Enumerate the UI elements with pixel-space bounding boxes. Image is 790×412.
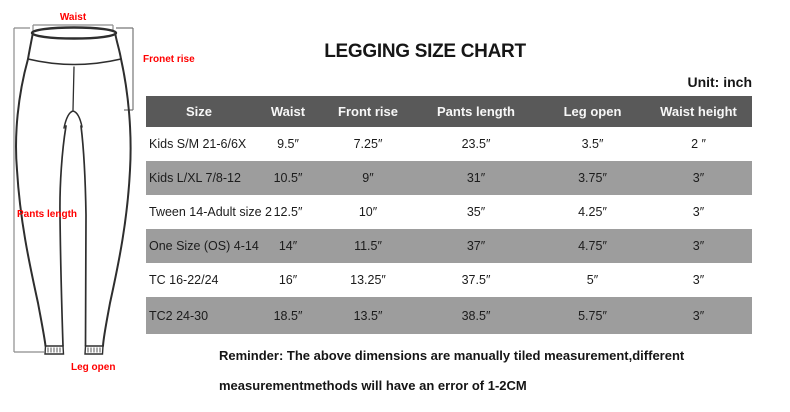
cell-front-rise: 7.25″: [353, 137, 383, 151]
cell-front-rise: 10″: [358, 205, 378, 219]
header-row: [146, 96, 752, 127]
cell-pants-length: 35″: [466, 205, 486, 219]
pants-length-label: Pants length: [17, 209, 78, 220]
cell-leg-open: 4.75″: [578, 239, 607, 253]
table-row: [146, 263, 752, 297]
cell-waist: 12.5″: [273, 205, 303, 219]
table-row: [146, 297, 752, 334]
cell-pants-length: 31″: [466, 171, 486, 185]
cell-pants-length: 23.5″: [461, 137, 491, 151]
front-rise-label: Fronet rise: [143, 54, 195, 65]
cell-size: Kids L/XL 7/8-12: [149, 171, 241, 185]
reminder-note: [219, 341, 759, 401]
cell-size: TC2 24-30: [149, 308, 209, 323]
cell-waist: 9.5″: [277, 137, 299, 151]
reminder-line-1: Reminder: The above dimensions are manually tiled measurement,different: [219, 348, 685, 363]
reminder-line-2: measurementmethods will have an error of 1-2CM: [219, 378, 527, 393]
front-rise-measure-line: [116, 28, 133, 110]
cell-leg-open: 5″: [586, 273, 599, 287]
cell-size: Kids S/M 21-6/6X: [149, 137, 247, 151]
cell-waist: 18.5″: [273, 308, 303, 323]
table-row: [146, 229, 752, 263]
cell-front-rise: 11.5″: [354, 239, 382, 253]
cell-pants-length: 38.5″: [461, 308, 491, 323]
cell-pants-length: 37″: [466, 239, 486, 253]
cell-leg-open: 3.5″: [581, 137, 604, 151]
col-header-leg-open: Leg open: [540, 96, 645, 127]
col-header-front-rise: Front rise: [324, 96, 412, 127]
cell-size: TC 16-22/24: [149, 273, 219, 287]
cell-front-rise: 13.25″: [350, 273, 386, 287]
cell-size: One Size (OS) 4-14: [149, 239, 259, 253]
cell-waist: 16″: [278, 273, 298, 287]
cell-waist: 14″: [278, 239, 298, 253]
cell-waist-height: 3″: [692, 273, 705, 287]
table-row: [146, 161, 752, 195]
cell-waist-height: 2 ″: [691, 137, 706, 151]
cell-leg-open: 4.25″: [578, 205, 607, 219]
table-header: [146, 96, 752, 127]
leggings-outline: [16, 28, 131, 347]
unit-label: Unit: inch: [687, 74, 752, 90]
table-row: [146, 127, 752, 161]
cell-front-rise: 13.5″: [353, 308, 383, 323]
col-header-waist-height: Waist height: [645, 96, 752, 127]
cell-waist-height: 3″: [692, 239, 705, 253]
page-title: LEGGING SIZE CHART: [324, 41, 526, 62]
leg-open-label: Leg open: [71, 362, 116, 373]
cell-waist-height: 3″: [692, 205, 705, 219]
cell-front-rise: 9″: [362, 171, 374, 185]
cell-leg-open: 5.75″: [578, 308, 607, 323]
cell-leg-open: 3.75″: [578, 171, 607, 185]
waist-label: Waist: [59, 12, 87, 23]
cell-size: Tween 14-Adult size 2: [149, 205, 272, 219]
col-header-pants-length: Pants length: [412, 96, 540, 127]
col-header-waist: Waist: [252, 96, 324, 127]
cell-waist-height: 3″: [692, 308, 705, 323]
col-header-size: Size: [146, 96, 252, 127]
table-row: [146, 195, 752, 229]
size-table: [146, 96, 752, 334]
leg-cuffs: [45, 346, 103, 354]
cell-pants-length: 37.5″: [461, 273, 491, 287]
cell-waist-height: 3″: [692, 171, 705, 185]
cell-waist: 10.5″: [273, 171, 303, 185]
